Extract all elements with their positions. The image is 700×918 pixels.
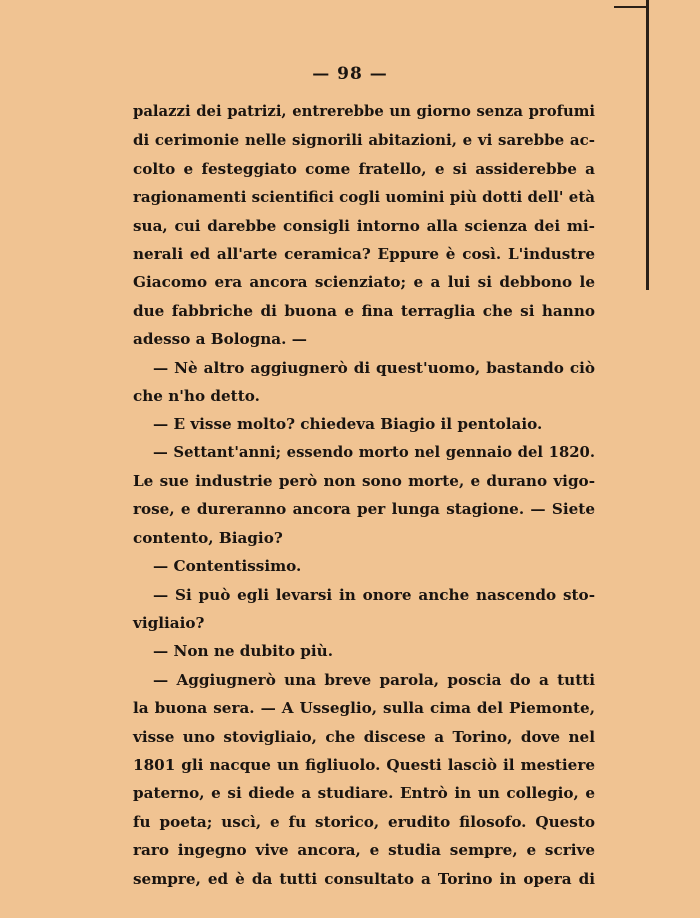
text-line: rose, e dureranno ancora per lunga stagione. — Siete [133, 500, 595, 519]
text-line: sua, cui darebbe consigli intorno alla scienza dei mi- [133, 216, 595, 235]
text-line: — Non ne dubito più. [153, 642, 334, 661]
text-line: sempre, ed è da tutti consultato a Torino in opera di [133, 869, 595, 888]
text-line: che n'ho detto. [133, 386, 260, 405]
text-line: la buona sera. — A Usseglio, sulla cima del Piemonte, [133, 699, 595, 718]
page-edge-line [646, 0, 649, 290]
text-line: di cerimonie nelle signorili abitazioni, e vi sarebbe ac- [133, 131, 595, 150]
text-line: colto e festeggiato come fratello, e si assiderebbe a [133, 159, 595, 178]
text-line: paterno, e si diede a studiare. Entrò in un collegio, e [133, 784, 595, 803]
text-line: 1801 gli nacque un figliuolo. Questi lasciò il mestiere [133, 755, 595, 774]
text-line: Giacomo era ancora scienziato; e a lui si debbono le [133, 273, 595, 292]
text-line: — Contentissimo. [153, 557, 302, 576]
text-line: contento, Biagio? [133, 528, 283, 547]
text-line: nerali ed all'arte ceramica? Eppure è così. L'industre [133, 244, 595, 263]
text-line: Le sue industrie però non sono morte, e durano vigo- [133, 472, 595, 491]
text-line: palazzi dei patrizi, entrerebbe un giorno senza profumi [133, 103, 595, 120]
page-edge-tick [614, 6, 648, 8]
text-line: — Aggiugnerò una breve parola, poscia do a tutti [153, 670, 595, 689]
text-line: due fabbriche di buona e fina terraglia che si hanno [133, 301, 595, 320]
text-line: — Si può egli levarsi in onore anche nascendo sto- [153, 585, 595, 604]
text-line: adesso a Bologna. — [133, 330, 307, 349]
text-line: — Nè altro aggiugnerò di quest'uomo, bastando ciò [153, 358, 595, 377]
text-line: ragionamenti scientifici cogli uomini più dotti dell' età [133, 188, 595, 207]
text-line: — Settant'anni; essendo morto nel gennaio del 1820. [153, 443, 595, 461]
text-line: visse uno stovigliaio, che discese a Torino, dove nel [133, 727, 595, 746]
text-line: raro ingegno vive ancora, e studia sempre, e scrive [133, 841, 595, 860]
text-line: vigliaio? [133, 614, 205, 633]
body-text [133, 98, 595, 893]
page-number: — 98 — [312, 64, 388, 84]
text-line: fu poeta; uscì, e fu storico, erudito filosofo. Questo [133, 812, 595, 831]
text-line: — E visse molto? chiedeva Biagio il pentolaio. [153, 415, 543, 434]
